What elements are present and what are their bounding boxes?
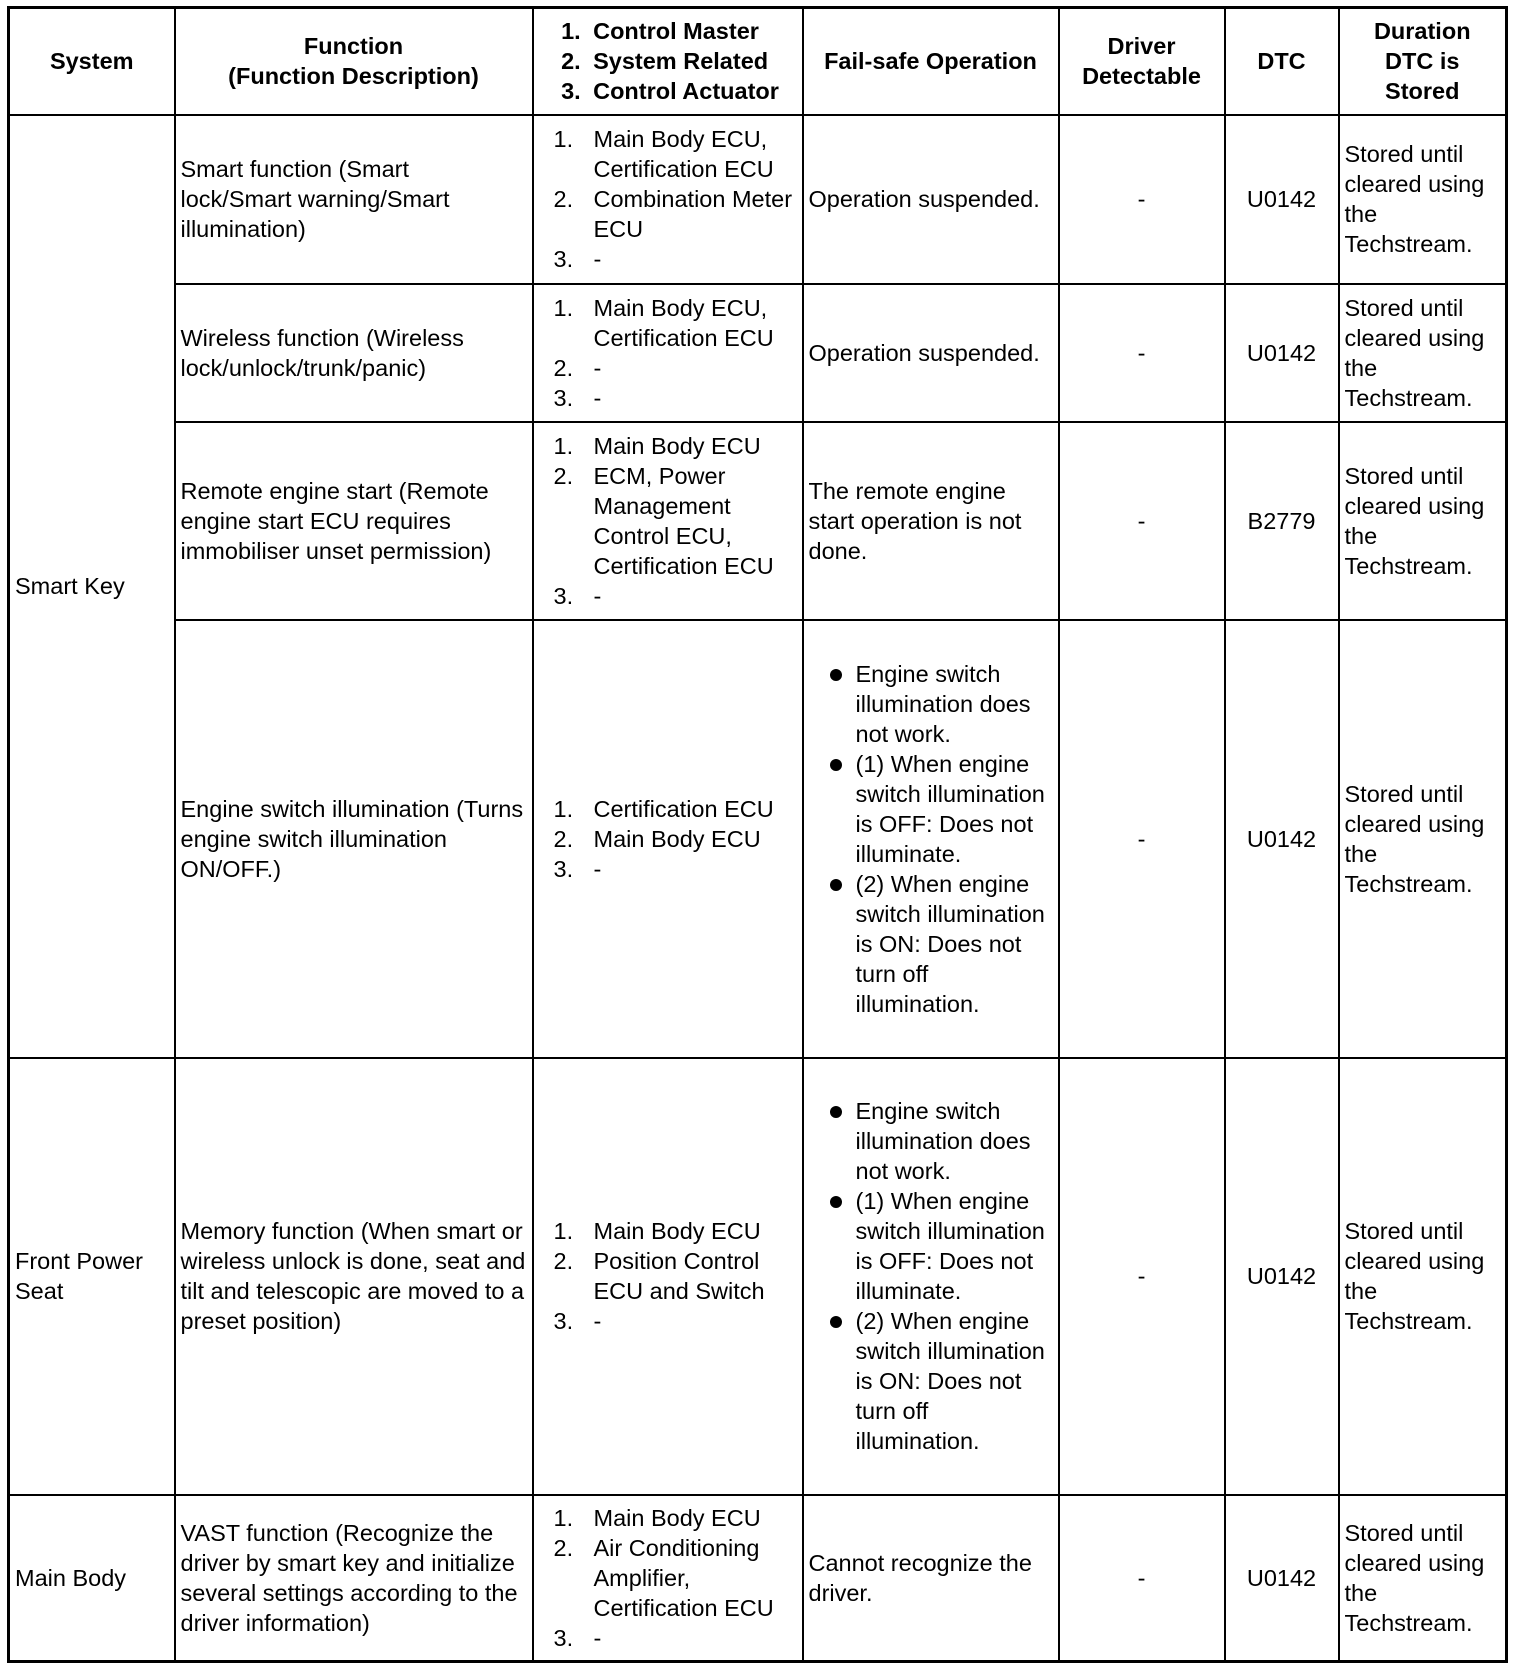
control-item: 1. Main Body ECU, Certification ECU [553, 126, 774, 182]
system-cell: Smart Key [9, 115, 175, 1058]
failsafe-bullet: Engine switch illumination does not work. [809, 659, 1053, 749]
header-driver: Driver Detectable [1059, 8, 1225, 115]
table-row [9, 1495, 1507, 1662]
control-item: 2. Main Body ECU [553, 825, 761, 852]
function-cell: Memory function (When smart or wireless unlock is done, seat and tilt and telescopic are moved to a preset position) [175, 1058, 533, 1495]
dtc-cell: B2779 [1225, 422, 1339, 620]
duration-cell: Stored until cleared using the Techstream. [1339, 115, 1507, 284]
system-cell: Front Power Seat [9, 1058, 175, 1495]
failsafe-cell [803, 1058, 1059, 1495]
function-cell: Engine switch illumination (Turns engine switch illumination ON/OFF.) [175, 620, 533, 1058]
header-control: 1. Control Master 2. System Related 3. Control Actuator [533, 8, 803, 115]
table-row [9, 284, 1507, 422]
table-row [9, 620, 1507, 1058]
failsafe-cell: The remote engine start operation is not done. [803, 422, 1059, 620]
dtc-cell: U0142 [1225, 620, 1339, 1058]
function-cell: Wireless function (Wireless lock/unlock/trunk/panic) [175, 284, 533, 422]
control-cell [533, 115, 803, 284]
header-function: Function (Function Description) [175, 8, 533, 115]
failsafe-cell: Cannot recognize the driver. [803, 1495, 1059, 1662]
header-failsafe: Fail-safe Operation [803, 8, 1059, 115]
function-cell: Smart function (Smart lock/Smart warning/Smart illumination) [175, 115, 533, 284]
header-row [9, 8, 1507, 115]
control-item: 3. - [553, 246, 602, 272]
control-item: 2. Position Control ECU and Switch [553, 1248, 765, 1304]
control-item: 1. Certification ECU [553, 795, 774, 822]
control-item: 2. Combination Meter ECU [553, 186, 793, 242]
control-item: 2. ECM, Power Management Control ECU, Certification ECU [553, 462, 774, 579]
control-cell [533, 422, 803, 620]
duration-cell: Stored until cleared using the Techstream. [1339, 620, 1507, 1058]
control-item: 3. - [553, 1308, 602, 1334]
system-cell: Main Body [9, 1495, 175, 1662]
control-item: 2. - [553, 354, 602, 381]
control-item: 2. Air Conditioning Amplifier, Certification ECU [553, 1534, 774, 1621]
header-system: System [9, 8, 175, 115]
header-dtc: DTC [1225, 8, 1339, 115]
failsafe-cell: Operation suspended. [803, 115, 1059, 284]
control-cell [533, 284, 803, 422]
driver-detectable-cell: - [1059, 115, 1225, 284]
dtc-cell: U0142 [1225, 115, 1339, 284]
control-item: 3. - [553, 855, 602, 882]
duration-cell: Stored until cleared using the Techstream. [1339, 422, 1507, 620]
driver-detectable-cell: - [1059, 422, 1225, 620]
control-item: 1. Main Body ECU [553, 1504, 761, 1531]
failsafe-bullet: Engine switch illumination does not work. [809, 1096, 1053, 1186]
driver-detectable-cell: - [1059, 1495, 1225, 1662]
driver-detectable-cell: - [1059, 284, 1225, 422]
control-cell [533, 1058, 803, 1495]
header-duration: Duration DTC is Stored [1339, 8, 1507, 115]
failsafe-bullet: (2) When engine switch illumination is ON: Does not turn off illumination. [809, 1306, 1053, 1456]
failsafe-bullet: (1) When engine switch illumination is OFF: Does not illuminate. [809, 749, 1053, 869]
control-item: 1. Main Body ECU [553, 432, 761, 459]
table-row [9, 1058, 1507, 1495]
function-cell: VAST function (Recognize the driver by smart key and initialize several settings according to the driver information) [175, 1495, 533, 1662]
failsafe-bullet: (1) When engine switch illumination is OFF: Does not illuminate. [809, 1186, 1053, 1306]
control-item: 1. Main Body ECU, Certification ECU [553, 294, 774, 351]
control-item: 3. - [553, 582, 602, 609]
duration-cell: Stored until cleared using the Techstream. [1339, 284, 1507, 422]
table-row [9, 115, 1507, 284]
duration-cell: Stored until cleared using the Techstream. [1339, 1495, 1507, 1662]
function-cell: Remote engine start (Remote engine start ECU requires immobiliser unset permission) [175, 422, 533, 620]
control-item: 1. Main Body ECU [553, 1218, 761, 1244]
driver-detectable-cell: - [1059, 1058, 1225, 1495]
failsafe-cell: Operation suspended. [803, 284, 1059, 422]
dtc-cell: U0142 [1225, 1058, 1339, 1495]
table-row [9, 422, 1507, 620]
control-cell [533, 620, 803, 1058]
dtc-cell: U0142 [1225, 284, 1339, 422]
control-item: 3. - [553, 384, 602, 411]
dtc-cell: U0142 [1225, 1495, 1339, 1662]
duration-cell: Stored until cleared using the Techstream. [1339, 1058, 1507, 1495]
control-item: 3. - [553, 1624, 602, 1651]
failsafe-bullet: (2) When engine switch illumination is ON: Does not turn off illumination. [809, 869, 1053, 1019]
control-cell [533, 1495, 803, 1662]
driver-detectable-cell: - [1059, 620, 1225, 1058]
failsafe-cell [803, 620, 1059, 1058]
fail-safe-table [7, 6, 1508, 1663]
